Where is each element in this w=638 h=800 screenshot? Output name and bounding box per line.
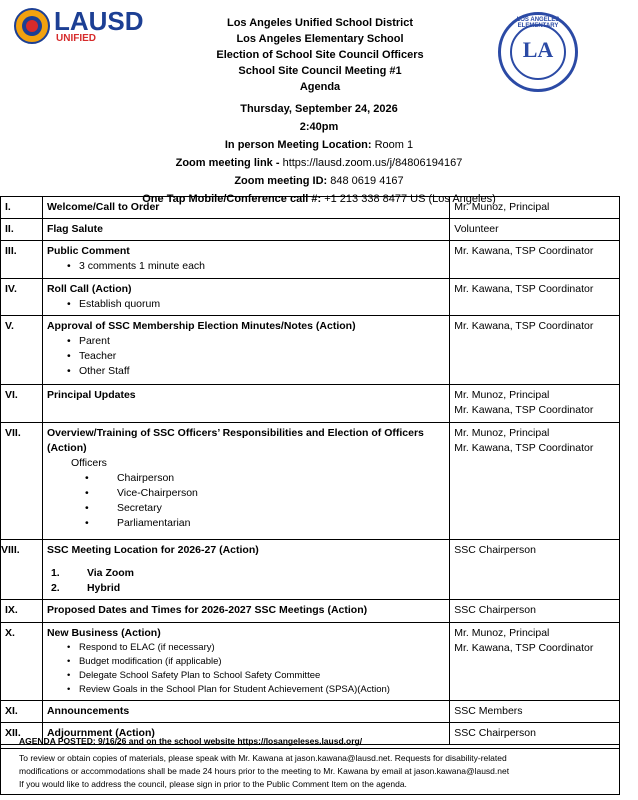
location-label: In person Meeting Location:	[224, 139, 372, 151]
agenda-row	[1, 623, 620, 701]
presenter-name: Mr. Kawana, TSP Coordinator	[454, 320, 594, 332]
presenter-name: Mr. Kawana, TSP Coordinator	[454, 283, 594, 295]
zoom-link-line	[60, 154, 578, 172]
agenda-title: Agenda	[299, 81, 341, 93]
row-number: V.	[1, 316, 43, 385]
row-number: II.	[1, 219, 43, 241]
bullet-list	[67, 297, 445, 312]
bullet-list	[67, 334, 445, 379]
tap-value: +1 213 338 8477 US (Los Angeles)	[321, 193, 496, 205]
presenter-name: Mr. Munoz, Principal	[454, 427, 550, 439]
list-item: • Secretary	[85, 501, 445, 516]
list-item: • Parent	[67, 334, 445, 349]
row-title: Approval of SSC Membership Election Minutes/Notes (Action)	[46, 320, 356, 332]
meeting-info	[60, 100, 578, 208]
election-title: Election of School Site Council Officers	[216, 49, 424, 61]
officer-list	[85, 471, 445, 531]
agenda-posted-note: AGENDA POSTED: 9/16/26 and on the school website https://losangeleses.lausd.org/	[0, 735, 620, 749]
row-title: Flag Salute	[46, 223, 103, 235]
list-item: • Budget modification (if applicable)	[67, 655, 445, 669]
row-title: Principal Updates	[46, 389, 136, 401]
zoom-link-label: Zoom meeting link -	[175, 157, 280, 169]
row-number: X.	[1, 623, 43, 701]
agenda-row	[1, 385, 620, 423]
presenter-name: SSC Chairperson	[454, 727, 536, 739]
row-number: IV.	[1, 279, 43, 316]
presenter-name: Mr. Munoz, Principal	[454, 389, 550, 401]
seal-ring-text: LOS ANGELES ELEMENTARY	[516, 17, 560, 29]
school-seal-logo	[498, 12, 578, 92]
row-presenter	[450, 540, 620, 600]
bullet-list	[67, 259, 445, 274]
row-item	[42, 423, 449, 540]
row-presenter	[450, 423, 620, 540]
row-title: Overview/Training of SSC Officers’ Responsibilities and Election of Officers (Action)	[46, 427, 424, 454]
row-item	[42, 701, 449, 723]
list-item: • Review Goals in the School Plan for Student Achievement (SPSA)(Action)	[67, 683, 445, 697]
document-header	[150, 15, 490, 95]
list-item: • Vice-Chairperson	[85, 486, 445, 501]
location-value: Room 1	[371, 139, 414, 151]
footer-line: To review or obtain copies of materials, please speak with Mr. Kawana at jason.kawana@lausd.net. Requests for disability-related	[19, 753, 507, 763]
row-item	[42, 241, 449, 279]
row-presenter	[450, 600, 620, 623]
row-title: SSC Meeting Location for 2026-27 (Action)	[46, 544, 259, 556]
list-item: • Respond to ELAC (if necessary)	[67, 641, 445, 655]
footer-line: If you would like to address the council, please sign in prior to the Public Comment Item on the agenda.	[19, 779, 407, 789]
zoom-id-label: Zoom meeting ID:	[234, 175, 328, 187]
row-presenter	[450, 197, 620, 219]
agenda-row	[1, 241, 620, 279]
lausd-logo	[14, 8, 144, 44]
option-label: Hybrid	[86, 582, 121, 594]
row-presenter	[450, 701, 620, 723]
list-item: • Chairperson	[85, 471, 445, 486]
row-presenter	[450, 279, 620, 316]
row-item	[42, 219, 449, 241]
row-item	[42, 197, 449, 219]
presenter-name: Mr. Kawana, TSP Coordinator	[454, 442, 594, 454]
agenda-row	[1, 316, 620, 385]
list-item: • 3 comments 1 minute each	[67, 259, 445, 274]
agenda-row	[1, 197, 620, 219]
meeting-location	[60, 136, 578, 154]
list-item	[51, 566, 445, 581]
row-item	[42, 316, 449, 385]
meeting-title: School Site Council Meeting #1	[238, 65, 402, 77]
row-number: VIII.	[1, 540, 43, 600]
row-presenter	[450, 385, 620, 423]
bullet-list	[67, 641, 445, 697]
row-presenter	[450, 241, 620, 279]
list-item: • Teacher	[67, 349, 445, 364]
agenda-row	[1, 540, 620, 600]
presenter-name: Mr. Munoz, Principal	[454, 201, 550, 213]
row-title: Proposed Dates and Times for 2026-2027 SSC Meetings (Action)	[46, 604, 368, 616]
row-title: Welcome/Call to Order	[46, 201, 160, 213]
agenda-row	[1, 600, 620, 623]
tap-label: One Tap Mobile/Conference call #:	[142, 193, 322, 205]
row-title: Public Comment	[46, 245, 130, 257]
row-number: I.	[1, 197, 43, 219]
school-name: Los Angeles Elementary School	[236, 33, 404, 45]
row-item	[42, 540, 449, 600]
zoom-link[interactable]: https://lausd.zoom.us/j/84806194167	[279, 157, 463, 169]
list-item: • Parliamentarian	[85, 516, 445, 531]
row-number: VI.	[1, 385, 43, 423]
agenda-row	[1, 279, 620, 316]
presenter-name: Mr. Kawana, TSP Coordinator	[454, 642, 594, 654]
row-title: Roll Call (Action)	[46, 283, 132, 295]
row-presenter	[450, 219, 620, 241]
row-number: III.	[1, 241, 43, 279]
row-number: XI.	[1, 701, 43, 723]
list-item: • Other Staff	[67, 364, 445, 379]
meeting-time: 2:40pm	[299, 121, 339, 133]
option-list	[51, 566, 445, 596]
row-presenter	[450, 316, 620, 385]
meeting-date: Thursday, September 24, 2026	[240, 103, 398, 115]
presenter-name: SSC Chairperson	[454, 604, 536, 616]
lausd-logo-word: LAUSD	[54, 6, 144, 36]
row-item	[42, 279, 449, 316]
option-number: 2.	[50, 582, 60, 594]
presenter-name: SSC Members	[454, 705, 523, 717]
zoom-id-value: 848 0619 4167	[327, 175, 404, 187]
presenter-name: Volunteer	[454, 223, 499, 235]
presenter-name: Mr. Munoz, Principal	[454, 627, 550, 639]
list-item	[51, 581, 445, 596]
row-presenter	[450, 623, 620, 701]
agenda-table	[0, 196, 620, 745]
district-name: Los Angeles Unified School District	[226, 17, 413, 29]
seal-monogram: LA	[522, 37, 554, 62]
list-item: • Establish quorum	[67, 297, 445, 312]
presenter-name: SSC Chairperson	[454, 544, 536, 556]
row-item	[42, 623, 449, 701]
agenda-row	[1, 219, 620, 241]
agenda-row	[1, 423, 620, 540]
row-number: IX.	[1, 600, 43, 623]
row-item	[42, 600, 449, 623]
option-number: 1.	[50, 567, 60, 579]
row-title: Announcements	[46, 705, 130, 717]
presenter-name: Mr. Kawana, TSP Coordinator	[454, 404, 594, 416]
list-item: • Delegate School Safety Plan to School Safety Committee	[67, 669, 445, 683]
presenter-name: Mr. Kawana, TSP Coordinator	[454, 245, 594, 257]
officers-label: Officers	[70, 457, 107, 469]
footer-line: modifications or accommodations shall be made 24 hours prior to the meeting to Mr. Kawana by email at jason.kawana@lausd.net	[19, 766, 510, 776]
row-item	[42, 385, 449, 423]
row-number: XII.	[1, 723, 43, 745]
agenda-row	[1, 701, 620, 723]
row-title: New Business (Action)	[46, 627, 161, 639]
zoom-id-line	[60, 172, 578, 190]
lausd-seal-icon	[14, 8, 50, 44]
option-label: Via Zoom	[86, 567, 135, 579]
lausd-logo-sub: UNIFIED	[56, 33, 96, 44]
row-number: VII.	[1, 423, 43, 540]
row-title: Adjournment (Action)	[46, 727, 155, 739]
footer-notice	[0, 749, 620, 795]
